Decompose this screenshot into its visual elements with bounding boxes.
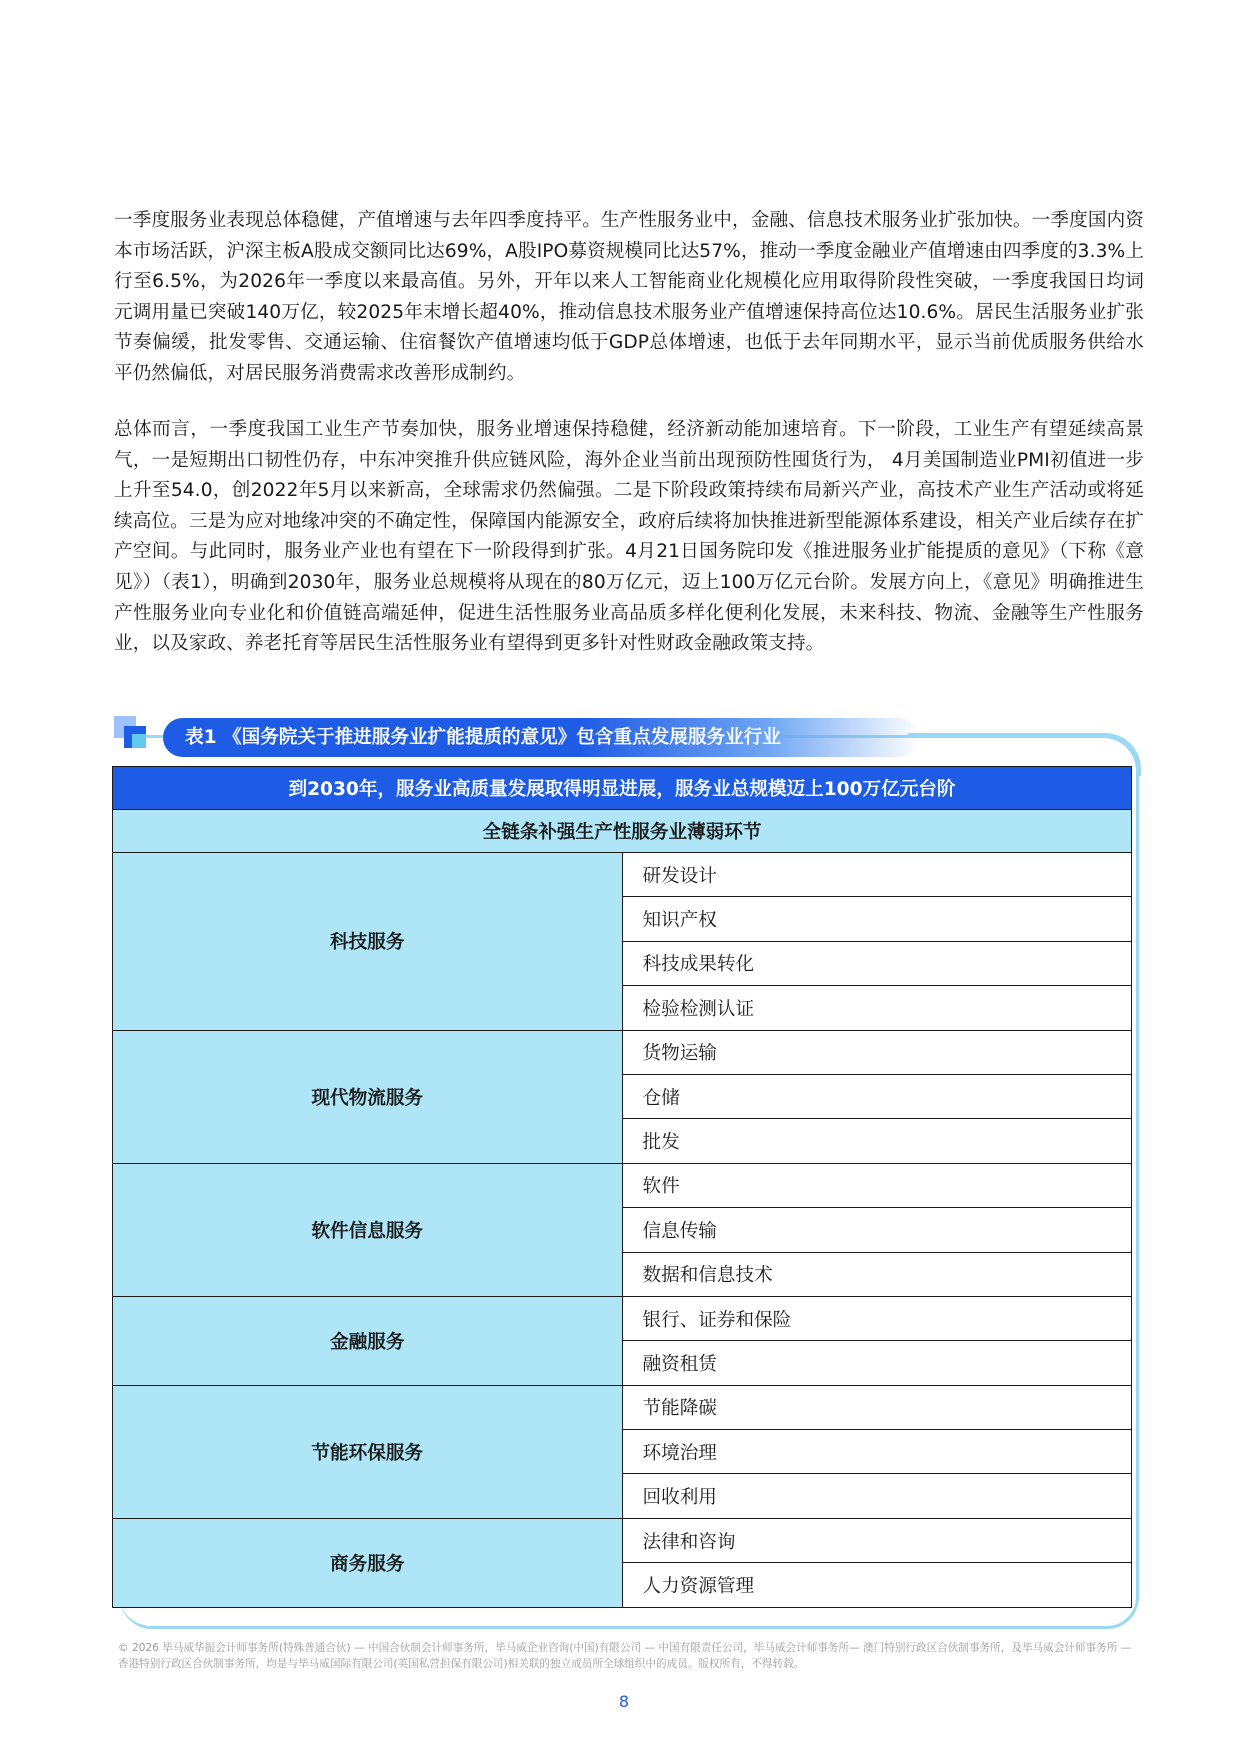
table-subheader: 全链条补强生产性服务业薄弱环节 bbox=[113, 810, 1132, 853]
item-cell: 研发设计 bbox=[622, 853, 1132, 897]
category-cell: 节能环保服务 bbox=[113, 1385, 623, 1518]
category-cell: 现代物流服务 bbox=[113, 1030, 623, 1163]
category-cell: 金融服务 bbox=[113, 1296, 623, 1385]
category-cell: 科技服务 bbox=[113, 853, 623, 1031]
table-row bbox=[113, 1296, 1132, 1340]
table-row bbox=[113, 853, 1132, 897]
item-cell: 数据和信息技术 bbox=[622, 1252, 1132, 1296]
table-title: 表1 《国务院关于推进服务业扩能提质的意见》包含重点发展服务业行业 bbox=[185, 727, 781, 748]
table-row bbox=[113, 1163, 1132, 1207]
item-cell: 信息传输 bbox=[622, 1208, 1132, 1252]
item-cell: 法律和咨询 bbox=[622, 1518, 1132, 1562]
paragraph-1: 一季度服务业表现总体稳健，产值增速与去年四季度持平。生产性服务业中，金融、信息技术服务业扩张加快。一季度国内资本市场活跃，沪深主板A股成交额同比达69%，A股IPO募资规模同比达57%，推动一季度金融业产值增速由四季度的3.3%上行至6.5%，为2026年一季度以来最高值。另外，开年以来人工智能商业化规模化应用取得阶段性突破，一季度我国日均词元调用量已突破140万亿，较2025年末增长超40%，推动信息技术服务业产值增速保持高位达10.6%。居民生活服务业扩张节奏偏缓，批发零售、交通运输、住宿餐饮产值增速均低于GDP总体增速，也低于去年同期水平，显示当前优质服务供给水平仍然偏低，对居民服务消费需求改善形成制约。 bbox=[114, 210, 1144, 384]
category-cell: 商务服务 bbox=[113, 1518, 623, 1607]
item-cell: 检验检测认证 bbox=[622, 986, 1132, 1030]
table-row bbox=[113, 1385, 1132, 1429]
item-cell: 软件 bbox=[622, 1163, 1132, 1207]
services-table bbox=[112, 766, 1132, 1608]
item-cell: 人力资源管理 bbox=[622, 1563, 1132, 1607]
item-cell: 知识产权 bbox=[622, 897, 1132, 941]
page-number: 8 bbox=[618, 1692, 630, 1711]
category-cell: 软件信息服务 bbox=[113, 1163, 623, 1296]
item-cell: 批发 bbox=[622, 1119, 1132, 1163]
item-cell: 科技成果转化 bbox=[622, 941, 1132, 985]
item-cell: 融资租赁 bbox=[622, 1341, 1132, 1385]
paragraph-2: 总体而言，一季度我国工业生产节奏加快，服务业增速保持稳健，经济新动能加速培育。下一阶段，工业生产有望延续高景气，一是短期出口韧性仍存，中东冲突推升供应链风险，海外企业当前出现预防性囤货行为， 4月美国制造业PMI初值进一步上升至54.0，创2022年5月以来新高，全球需求仍然偏强。二是下阶段政策持续布局新兴产业，高技术产业生产活动或将延续高位。三是为应对地缘冲突的不确定性，保障国内能源安全，政府后续将加快推进新型能源体系建设，相关产业后续存在扩产空间。与此同时，服务业产业也有望在下一阶段得到扩张。4月21日国务院印发《推进服务业扩能提质的意见》（下称《意见》）（表1），明确到2030年，服务业总规模将从现在的80万亿元，迈上100万亿元台阶。发展方向上，《意见》明确推进生产性服务业向专业化和价值链高端延伸，促进生活性服务业高品质多样化便利化发展，未来科技、物流、金融等生产性服务业，以及家政、养老托育等居民生活性服务业有望得到更多针对性财政金融政策支持。 bbox=[114, 419, 1144, 655]
copyright-footer: © 2026 毕马威华振会计师事务所(特殊普通合伙) — 中国合伙制会计师事务所，毕马威企业咨询(中国)有限公司 — 中国有限责任公司，毕马威会计师事务所— 澳门特别行政区合伙制事务所，及毕马威会计师事务所 — 香港特别行政区合伙制事务所，均是与毕马威国际有限公司(英国私营担保有限公司)相关联的独立成员所全球组织中的成员。版权所有，不得转载。 bbox=[118, 1642, 1132, 1670]
item-cell: 仓储 bbox=[622, 1074, 1132, 1118]
table-header: 到2030年，服务业高质量发展取得明显进展，服务业总规模迈上100万亿元台阶 bbox=[113, 767, 1132, 810]
item-cell: 银行、证券和保险 bbox=[622, 1296, 1132, 1340]
table-title-bar bbox=[163, 718, 920, 757]
title-squares-icon bbox=[114, 716, 154, 756]
table-row bbox=[113, 1030, 1132, 1074]
item-cell: 货物运输 bbox=[622, 1030, 1132, 1074]
item-cell: 节能降碳 bbox=[622, 1385, 1132, 1429]
item-cell: 回收利用 bbox=[622, 1474, 1132, 1518]
item-cell: 环境治理 bbox=[622, 1430, 1132, 1474]
table-row bbox=[113, 1518, 1132, 1562]
